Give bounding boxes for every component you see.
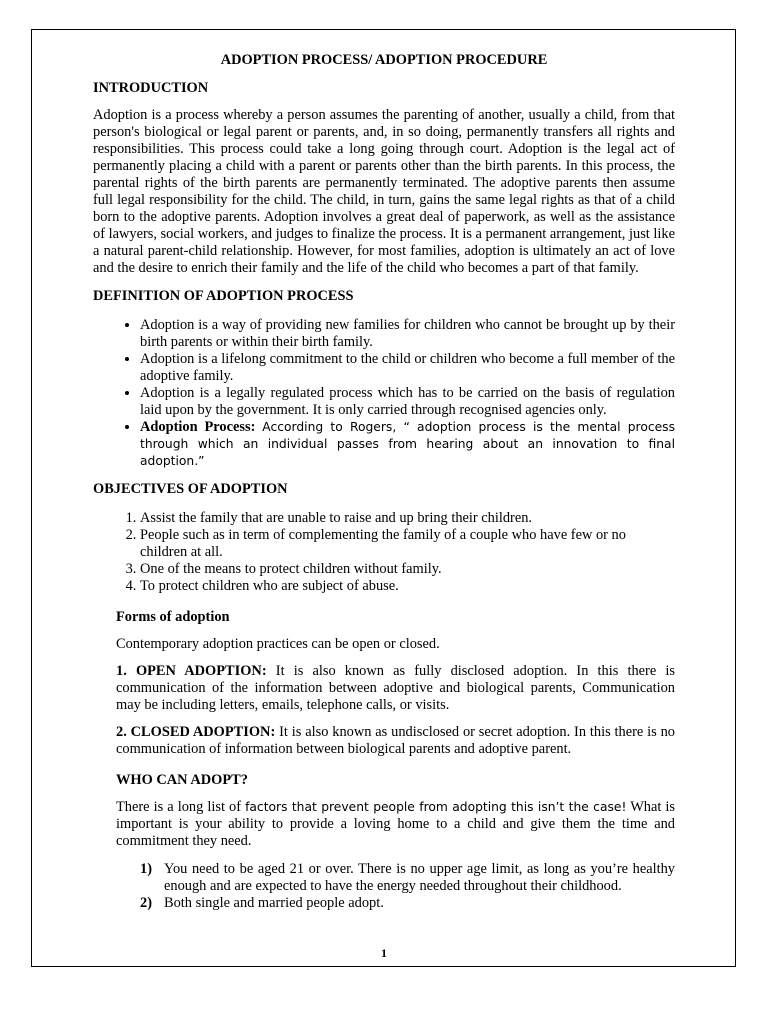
who-text-sans: factors that prevent people from adopting this isn’t the case! <box>245 800 627 814</box>
open-adoption-text: It is also known as fully disclosed adoption. In this there is communication of the information between adoptive and biological parents, Communication may be including letters, emails, telephone calls, or visits. <box>116 663 675 713</box>
objectives-heading: OBJECTIVES OF ADOPTION <box>93 481 288 497</box>
forms-intro: Contemporary adoption practices can be open or closed. <box>116 636 440 652</box>
definition-item <box>140 419 675 470</box>
rogers-quote: According to Rogers, “ adoption process is the mental process through which an individual passes from hearing about an innovation to final adoption.” <box>140 420 675 468</box>
definition-list <box>93 317 675 470</box>
definition-item: • Adoption is a legally regulated process which has to be carried on the basis of regulation laid upon by the government. It is only carried through recognised agencies only. <box>140 385 675 419</box>
objectives-list <box>93 510 675 595</box>
who-list <box>140 861 675 912</box>
forms-heading: Forms of adoption <box>116 609 230 625</box>
who-item-number: 2) <box>140 895 152 911</box>
objective-item: 1. Assist the family that are unable to raise and up bring their children. <box>140 510 675 527</box>
closed-adoption-paragraph <box>116 724 675 758</box>
document-content <box>93 44 675 912</box>
document-title: ADOPTION PROCESS/ ADOPTION PROCEDURE <box>220 52 548 68</box>
objective-item: 3. One of the means to protect children without family. <box>140 561 675 578</box>
who-text-after: What is important is your ability to provide a loving home to a child and give them the time and commitment they need. <box>116 799 676 849</box>
definition-heading: DEFINITION OF ADOPTION PROCESS <box>93 288 354 304</box>
who-item-text: You need to be aged 21 or over. There is no upper age limit, as long as you’re healthy enough and are expected to have the energy needed throughout their childhood. <box>164 861 675 894</box>
intro-heading: INTRODUCTION <box>93 80 209 96</box>
who-paragraph <box>116 799 675 850</box>
who-item-number: 1) <box>140 861 152 877</box>
who-text-before: There is a long list of <box>116 799 246 815</box>
closed-adoption-label: 2. CLOSED ADOPTION: <box>116 724 276 740</box>
definition-item: • Adoption is a lifelong commitment to the child or children who become a full member of the adoptive family. <box>140 351 675 385</box>
adoption-process-label: Adoption Process: <box>140 419 256 435</box>
objective-item: 4. To protect children who are subject of abuse. <box>140 578 675 595</box>
open-adoption-label: 1. OPEN ADOPTION: <box>116 663 267 679</box>
who-item <box>140 895 675 912</box>
definition-item: • Adoption is a way of providing new families for children who cannot be brought up by their birth parents or within their birth family. <box>140 317 675 351</box>
closed-adoption-text: It is also known as undisclosed or secret adoption. In this there is no communication of information between biological parents and adoptive parent. <box>116 724 676 757</box>
page-number: 1 <box>381 946 387 960</box>
open-adoption-paragraph <box>116 663 675 714</box>
intro-paragraph: Adoption is a process whereby a person assumes the parenting of another, usually a child, from that person's biological or legal parent or parents, and, in so doing, permanently transfers all rights and responsibilities. This process could take a long going through court. Adoption is the legal act of permanently placing a child with a parent or parents other than the birth parents. In this process, the parental rights of the birth parents are permanently terminated. The adoptive parents then assume full legal responsibility for the child. The child, in turn, gains the same legal rights as that of a child born to the adoptive parents. Adoption involves a great deal of paperwork, as well as the assistance of lawyers, social workers, and judges to finalize the process. It is a permanent arrangement, just like a natural parent-child relationship. However, for most families, adoption is ultimately an act of love and the desire to enrich their family and the life of the child who becomes a part of that family. <box>93 107 675 276</box>
who-item-text: Both single and married people adopt. <box>164 895 384 911</box>
who-heading: WHO CAN ADOPT? <box>116 772 248 788</box>
objective-item: 2. People such as in term of complementing the family of a couple who have few or no children at all. <box>140 527 675 561</box>
who-item <box>140 861 675 895</box>
